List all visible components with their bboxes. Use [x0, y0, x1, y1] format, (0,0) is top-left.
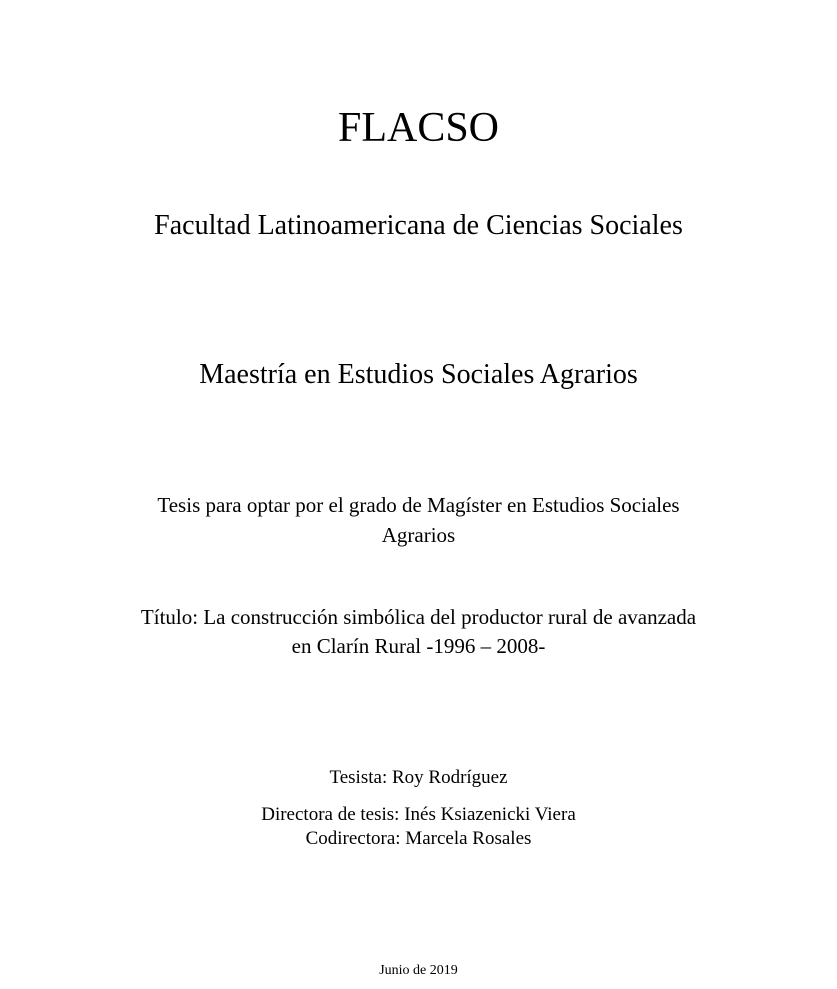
submission-date: Junio de 2019: [379, 963, 458, 978]
director-credit: Directora de tesis: Inés Ksiazenicki Viera: [261, 804, 576, 825]
thesis-title-line-1: Título: La construcción simbólica del productor rural de avanzada: [140, 605, 697, 629]
thesis-title-line-2: en Clarín Rural -1996 – 2008-: [291, 634, 546, 658]
program-name: Maestría en Estudios Sociales Agrarios: [199, 359, 638, 390]
thesis-title: [0, 603, 837, 661]
degree-purpose-line-1: Tesis para optar por el grado de Magíster en Estudios Sociales: [157, 493, 680, 517]
institution-name: FLACSO: [337, 105, 500, 151]
degree-purpose: [0, 490, 837, 550]
codirector-credit: Codirectora: Marcela Rosales: [305, 828, 532, 849]
faculty-name: Facultad Latinoamericana de Ciencias Sociales: [154, 210, 683, 241]
author-credit: Tesista: Roy Rodríguez: [329, 767, 508, 788]
degree-purpose-line-2: Agrarios: [381, 523, 456, 547]
